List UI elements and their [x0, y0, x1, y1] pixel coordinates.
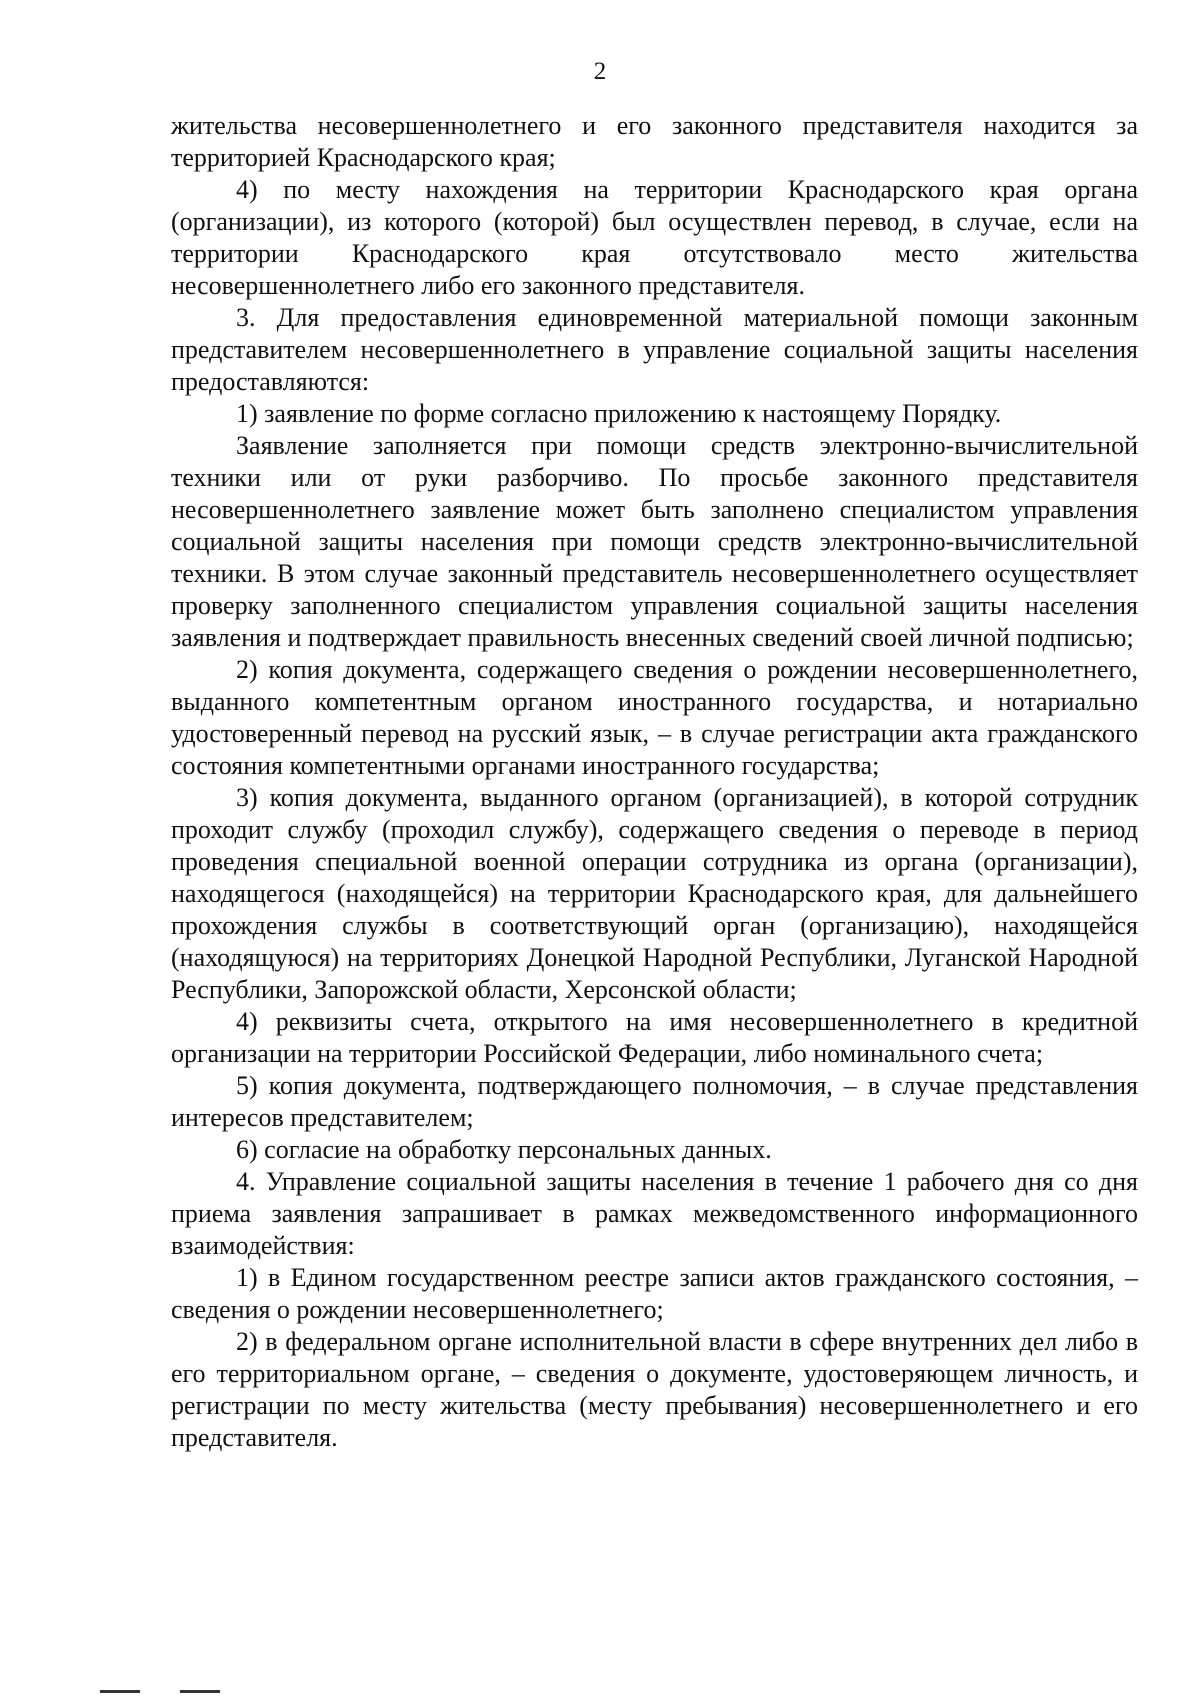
paragraph: 1) в Едином государственном реестре записи актов гражданского состояния, – сведения о рождении несовершеннолетнего; — [171, 1263, 1138, 1324]
paragraph: 4) по месту нахождения на территории Краснодарского края органа (организации), из которого (которой) был осуществлен перевод, в случае, если на территории Краснодарского края отсутствовало место жительства несовершеннолетнего либо его законного представителя. — [171, 175, 1138, 300]
paragraph: 1) заявление по форме согласно приложению к настоящему Порядку. — [236, 399, 1002, 428]
paragraph: 5) копия документа, подтверждающего полномочия, – в случае представления интересов представителем; — [171, 1071, 1138, 1132]
paragraph: 3. Для предоставления единовременной материальной помощи законным представителем несовершеннолетнего в управление социальной защиты населения предоставляются: — [171, 303, 1138, 396]
paragraph: 2) копия документа, содержащего сведения о рождении несовершеннолетнего, выданного компетентным органом иностранного государства, и нотариально удостоверенный перевод на русский язык, – в случае регистрации акта гражданского состояния компетентными органами иностранного государства; — [171, 655, 1138, 780]
document-body — [171, 110, 1138, 1454]
paragraph: 4. Управление социальной защиты населения в течение 1 рабочего дня со дня приема заявления запрашивает в рамках межведомственного информационного взаимодействия: — [171, 1167, 1138, 1260]
paragraph: 6) согласие на обработку персональных данных. — [236, 1135, 772, 1164]
scan-artifact — [100, 1670, 280, 1696]
paragraph: 4) реквизиты счета, открытого на имя несовершеннолетнего в кредитной организации на территории Российской Федерации, либо номинального счета; — [171, 1007, 1138, 1068]
scan-artifact-mark — [180, 1690, 220, 1693]
paragraph: Заявление заполняется при помощи средств электронно-вычислительной техники или от руки разборчиво. По просьбе законного представителя несовершеннолетнего заявление может быть заполнено специалистом управления социальной защиты населения при помощи средств электронно-вычислительной техники. В этом случае законный представитель несовершеннолетнего осуществляет проверку заполненного специалистом управления социальной защиты населения заявления и подтверждает правильность внесенных сведений своей личной подписью; — [171, 431, 1138, 652]
paragraph-continuation: жительства несовершеннолетнего и его законного представителя находится за территорией Краснодарского края; — [171, 111, 1138, 172]
paragraph: 2) в федеральном органе исполнительной власти в сфере внутренних дел либо в его территориальном органе, – сведения о документе, удостоверяющем личность, и регистрации по месту жительства (месту пребывания) несовершеннолетнего и его представителя. — [171, 1327, 1138, 1452]
page-number: 2 — [593, 58, 607, 85]
paragraph: 3) копия документа, выданного органом (организацией), в которой сотрудник проходит службу (проходил службу), содержащего сведения о переводе в период проведения специальной военной операции сотрудника из органа (организации), находящегося (находящейся) на территории Краснодарского края, для дальнейшего прохождения службы в соответствующий орган (организацию), находящейся (находящуюся) на территориях Донецкой Народной Республики, Луганской Народной Республики, Запорожской области, Херсонской области; — [171, 783, 1138, 1004]
scan-artifact-mark — [100, 1690, 140, 1693]
